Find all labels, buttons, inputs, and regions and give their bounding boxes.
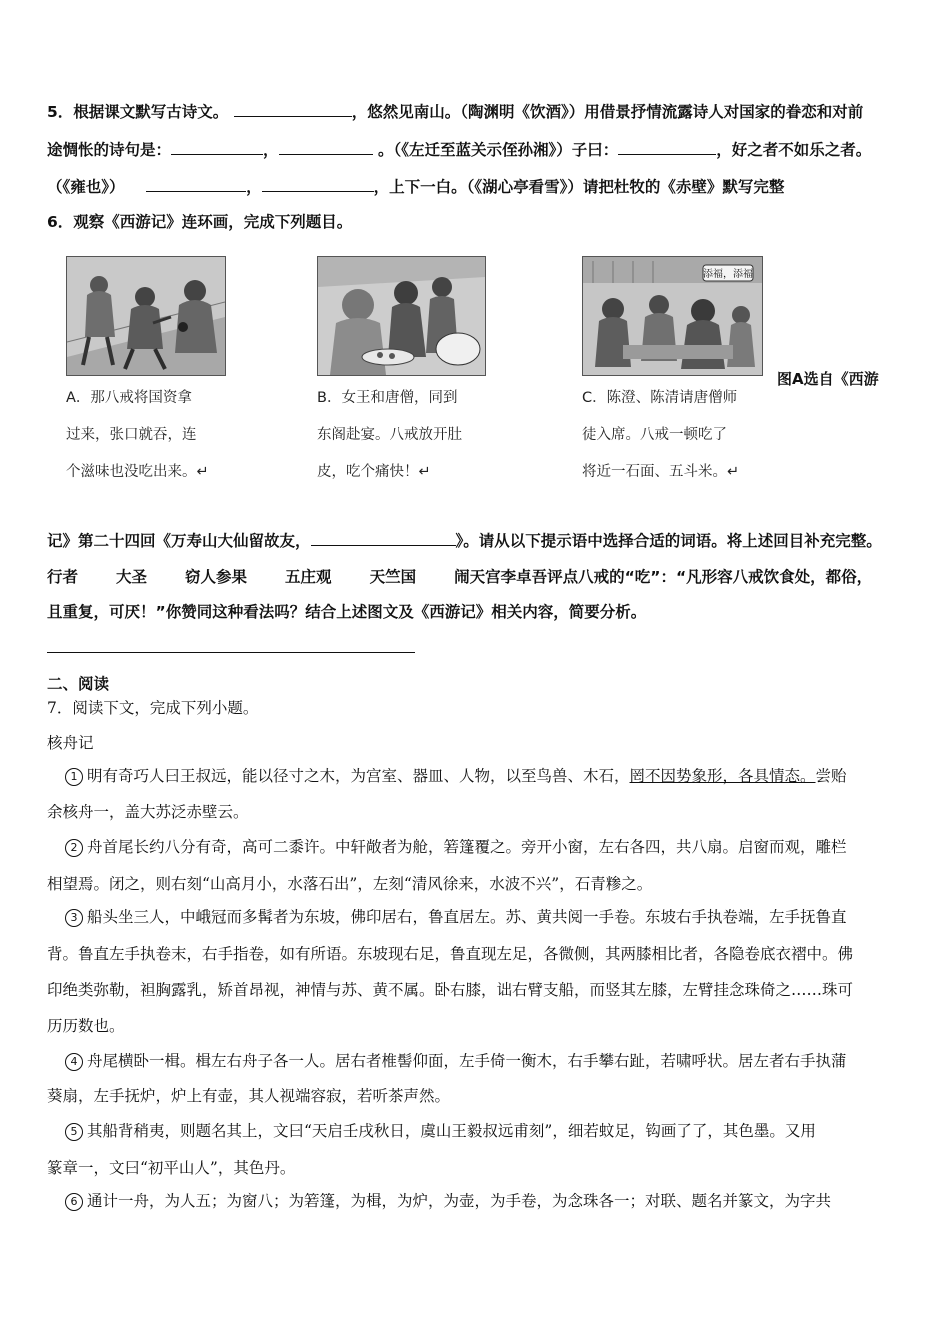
comic-illustration-a (67, 257, 225, 375)
q5-line-3 (47, 176, 915, 198)
answer-blank[interactable] (618, 140, 716, 155)
paragraph-1-line-2: 余核舟一，盖大苏泛赤壁云。 (47, 803, 249, 821)
q5-line-2 (47, 139, 915, 161)
answer-blank[interactable] (262, 177, 374, 192)
q6-options (47, 566, 915, 588)
comic-panel-c (582, 256, 763, 376)
paragraph-4-line-2: 葵扇，左手抚炉，炉上有壶，其人视端容寂，若听茶声然。 (47, 1087, 451, 1105)
q5-line-1 (47, 101, 915, 123)
paragraph-4-line-1: 4 舟尾横卧一楫。楫左右舟子各一人。居右者椎髻仰面，左手倚一衡木，右手攀右趾，若啸呼状。居左者右手执蒲 (65, 1050, 915, 1072)
answer-blank[interactable] (311, 531, 456, 546)
q5-text: 。（《左迁至蓝关示侄孙湘》）子曰： (377, 141, 619, 159)
answer-blank[interactable] (279, 140, 373, 155)
q5-text: ，上下一白。（《湖心亭看雪》）请把杜牧的《赤壁》默写完整 (373, 178, 785, 196)
q5-text: ， (246, 178, 262, 196)
paragraph-3-line-4: 历历数也。 (47, 1017, 125, 1035)
paragraph-2-line-1: 2 舟首尾长约八分有奇，高可二黍许。中轩敞者为舱，箬篷覆之。旁开小窗，左右各四，共八扇。启窗而观，雕栏 (65, 836, 915, 858)
q5-text: ， (263, 141, 279, 159)
paragraph-5-line-1: 5 其船背稍夷，则题名其上，文曰“天启壬戌秋日，虞山王毅叔远甫刻”，细若蚊足，钩画了了，其色墨。又用 (65, 1120, 915, 1142)
q6-continuation: 记》第二十四回《万寿山大仙留故友， 》。请从以下提示语中选择合适的词语。将上述回目补充完整。 (47, 532, 882, 550)
q5-text: 途惆怅的诗句是： (47, 141, 172, 159)
comic-illustration-b (318, 257, 485, 375)
comic-illustration-c (583, 257, 762, 375)
answer-blank[interactable] (234, 102, 352, 117)
paragraph-number: 6 (65, 1193, 83, 1211)
paragraph-number: 5 (65, 1123, 83, 1141)
q5-text: 5．根据课文默写古诗文。 (47, 103, 229, 121)
comic-panel-a (66, 256, 226, 376)
sign-text: 添福，添福 (703, 269, 753, 280)
q7-prompt: 7．阅读下文，完成下列小题。 (47, 699, 259, 717)
answer-blank[interactable] (146, 177, 246, 192)
q5-text: （《雍也》） (47, 178, 125, 196)
paragraph-number: 3 (65, 909, 83, 927)
q6-last-line: 且重复，可厌！”你赞同这种看法吗？结合上述图文及《西游记》相关内容，简要分析。 (47, 603, 647, 621)
paragraph-number: 2 (65, 839, 83, 857)
option-word: 五庄观 (285, 568, 332, 586)
paragraph-3-line-1: 3 船头坐三人，中峨冠而多髯者为东坡，佛印居右，鲁直居左。苏、黄共阅一手卷。东坡右手执卷端，左手抚鲁直 (65, 906, 915, 928)
section-heading: 二、阅读 (47, 675, 110, 693)
underlined-phrase: 罔不因势象形，各具情态。 (629, 767, 816, 785)
article-title: 核舟记 (47, 734, 94, 752)
comic-panel-b (317, 256, 486, 376)
option-word: 天竺国 (369, 568, 417, 586)
q5-text: ，悠然见南山。（陶渊明《饮酒》）用借景抒情流露诗人对国家的眷恋和对前 (351, 103, 864, 121)
caption-a: A．那八戒将国资拿 过来，张口就吞，连 个滋味也没吃出来。↵ (66, 390, 209, 480)
paragraph-3-line-3: 印绝类弥勒，袒胸露乳，矫首昂视，神情与苏、黄不属。卧右膝，诎右臂支船，而竖其左膝，左臂挂念珠倚之……珠可 (47, 981, 854, 999)
caption-b: B．女王和唐僧，同到 东阁赴宴。八戒放开肚 皮，吃个痛快！↵ (317, 390, 462, 480)
answer-blank[interactable] (171, 140, 263, 155)
paragraph-6-line-1: 6 通计一舟，为人五；为窗八；为箬篷，为楫，为炉，为壶，为手卷，为念珠各一；对联、题名并篆文，为字共 (65, 1190, 915, 1212)
paragraph-1-line-1: 1 明有奇巧人曰王叔远，能以径寸之木，为宫室、器皿、人物，以至鸟兽、木石，罔不因势象形，各具情态。尝贻 (65, 765, 915, 787)
option-word: 大圣 (116, 568, 148, 586)
paragraph-number: 4 (65, 1053, 83, 1071)
q6-text: 闹天宫李卓吾评点八戒的“吃”：“凡形容八戒饮食处，都俗， (454, 568, 873, 586)
paragraph-5-line-2: 篆章一，文曰“初平山人”，其色丹。 (47, 1159, 296, 1177)
q6-title: 6．观察《西游记》连环画，完成下列题目。 (47, 213, 353, 231)
paragraph-number: 1 (65, 768, 83, 786)
option-word: 窃人参果 (185, 568, 248, 586)
option-word: 行者 (47, 568, 79, 586)
q5-text: ，好之者不如乐之者。 (716, 141, 872, 159)
figure-a-label: 图A选自《西游 (777, 370, 879, 388)
paragraph-2-line-2: 相望焉。闭之，则右刻“山高月小，水落石出”，左刻“清风徐来，水波不兴”，石青糁之。 (47, 875, 653, 893)
paragraph-3-line-2: 背。鲁直左手执卷末，右手指卷，如有所语。东坡现右足，鲁直现左足，各微侧，其两膝相比者，各隐卷底衣褶中。佛 (47, 945, 854, 963)
answer-line[interactable] (47, 652, 415, 653)
caption-c: C．陈澄、陈清请唐僧师 徒入席。八戒一顿吃了 将近一石面、五斗米。↵ (582, 390, 740, 480)
